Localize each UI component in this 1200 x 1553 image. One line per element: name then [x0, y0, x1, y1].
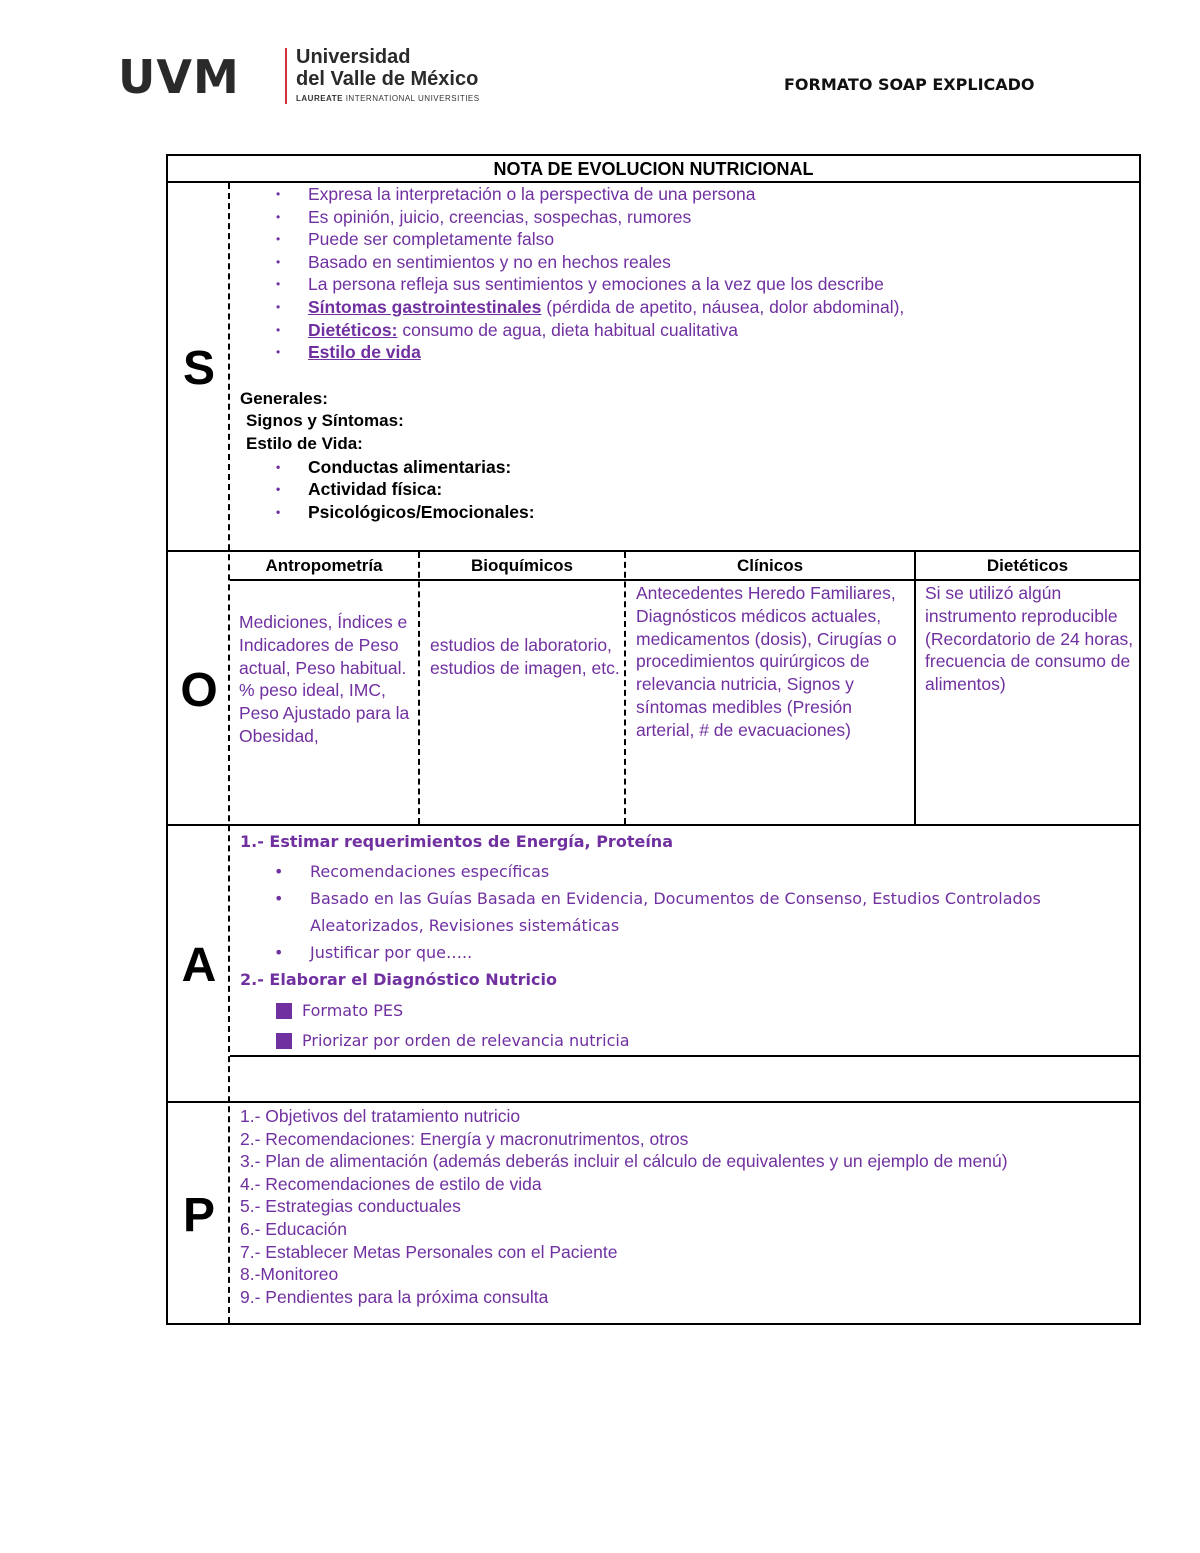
col-header-clinicos: Clínicos: [736, 556, 804, 575]
o-col-separator-2: [624, 552, 626, 824]
list-item-sintomas: [232, 296, 904, 319]
assessment-heading-2: 2.- Elaborar el Diagnóstico Nutricio: [240, 970, 557, 989]
rule-a-bottom: [168, 1101, 1139, 1103]
letter-p: P: [182, 1189, 215, 1242]
assessment-square-bullets: [240, 996, 1140, 1056]
logo-uvm-text: UVM: [118, 50, 240, 104]
list-item: • Actividad física:: [232, 478, 904, 501]
list-item-dieteticos: [232, 319, 904, 342]
list-item: • La persona refleja sus sentimientos y emociones a la vez que los describe: [232, 273, 904, 296]
dieteticos-detail: consumo de agua, dieta habitual cualitativa: [397, 319, 738, 340]
assessment-bullets: [240, 858, 1140, 966]
subjective-section: [232, 183, 904, 523]
logo-separator: [285, 48, 287, 104]
generales-heading: Generales:: [240, 388, 328, 408]
assessment-heading-1: 1.- Estimar requerimientos de Energía, Proteína: [240, 832, 673, 851]
signos-heading: Signos y Síntomas:: [246, 411, 404, 431]
list-item: 5.- Estrategias conductuales: [240, 1196, 461, 1217]
list-item: • Basado en sentimientos y no en hechos reales: [232, 251, 904, 274]
university-name: [296, 46, 478, 90]
list-item: • Basado en las Guías Basada en Evidencia, Documentos de Consenso, Estudios Controlados Aleatorizados, Revisiones sistemáticas: [240, 885, 1110, 939]
clinicos-cell: Antecedentes Heredo Familiares, Diagnósticos médicos actuales, medicamentos (dosis), Cirugías o procedimientos quirúrgicos de relevancia nutricia, Signos y síntomas medibles (Presión arterial, # de evacuaciones): [636, 583, 897, 740]
rule-o-bottom: [168, 824, 1139, 826]
list-item: 8.-Monitoreo: [240, 1264, 339, 1285]
laureate-tagline: [296, 94, 480, 103]
list-item: • Conductas alimentarias:: [232, 456, 904, 479]
list-item: 1.- Objetivos del tratamiento nutricio: [240, 1106, 521, 1126]
list-item: 2.- Recomendaciones: Energía y macronutrimentos, otros: [240, 1128, 689, 1149]
list-item: 6.- Educación: [240, 1218, 348, 1239]
subjective-bullets: [232, 183, 904, 364]
sintomas-label: Síntomas gastrointestinales: [308, 296, 542, 317]
dieteticos-label: Dietéticos:: [308, 319, 398, 340]
list-item: Priorizar por orden de relevancia nutricia: [240, 1026, 1140, 1056]
o-col-separator-3: [914, 552, 916, 824]
sintomas-detail: (pérdida de apetito, náusea, dolor abdominal),: [541, 296, 905, 317]
letter-a: A: [181, 939, 217, 992]
list-item: 7.- Establecer Metas Personales con el Paciente: [240, 1241, 618, 1262]
estilo-vida-bullets: [232, 456, 904, 524]
laureate-rest: INTERNATIONAL UNIVERSITIES: [342, 94, 480, 103]
assessment-section: [240, 830, 1140, 1056]
university-line-1: Universidad: [296, 46, 411, 68]
antropometria-cell: Mediciones, Índices e Indicadores de Peso actual, Peso habitual. % peso ideal, IMC, Peso Ajustado para la Obesidad,: [239, 612, 410, 746]
list-item: • Recomendaciones específicas: [240, 858, 1140, 885]
laureate-bold: LAUREATE: [296, 94, 343, 103]
soap-table: [166, 154, 1141, 1325]
estilo-label: Estilo de vida: [308, 342, 421, 363]
col-header-dieteticos: Dietéticos: [986, 556, 1069, 575]
list-item: • Puede ser completamente falso: [232, 228, 904, 251]
letter-o: O: [180, 664, 218, 717]
dieteticos-cell: Si se utilizó algún instrumento reproducible (Recordatorio de 24 horas, frecuencia de consumo de alimentos): [925, 583, 1134, 695]
list-item: • Psicológicos/Emocionales:: [232, 501, 904, 524]
estilo-vida-heading: Estilo de Vida:: [246, 433, 363, 453]
list-item: • Justificar por que…..: [240, 939, 1140, 966]
bioquimicos-cell: estudios de laboratorio, estudios de imagen, etc.: [430, 635, 620, 678]
list-item: 3.- Plan de alimentación (además deberás incluir el cálculo de equivalentes y un ejemplo de menú): [240, 1151, 1008, 1172]
list-item-estilo: [232, 341, 904, 364]
list-item: 9.- Pendientes para la próxima consulta: [240, 1286, 549, 1307]
rule-s-bottom: [168, 550, 1139, 552]
uvm-logo: [118, 44, 498, 108]
university-line-2: del Valle de México: [296, 68, 479, 90]
table-title: NOTA DE EVOLUCION NUTRICIONAL: [493, 159, 814, 179]
list-item: Formato PES: [240, 996, 1140, 1026]
plan-list: [240, 1105, 1008, 1308]
list-item: 4.- Recomendaciones de estilo de vida: [240, 1173, 542, 1194]
col-header-bioquimicos: Bioquímicos: [470, 556, 573, 575]
letter-column-separator: [228, 183, 230, 1323]
list-item: • Es opinión, juicio, creencias, sospechas, rumores: [232, 206, 904, 229]
rule-o-header-bottom: [230, 579, 1139, 581]
col-header-antropometria: Antropometría: [265, 556, 383, 575]
list-item: • Expresa la interpretación o la perspectiva de una persona: [232, 183, 904, 206]
letter-s: S: [182, 342, 215, 395]
document-title: FORMATO SOAP EXPLICADO: [784, 75, 1035, 94]
